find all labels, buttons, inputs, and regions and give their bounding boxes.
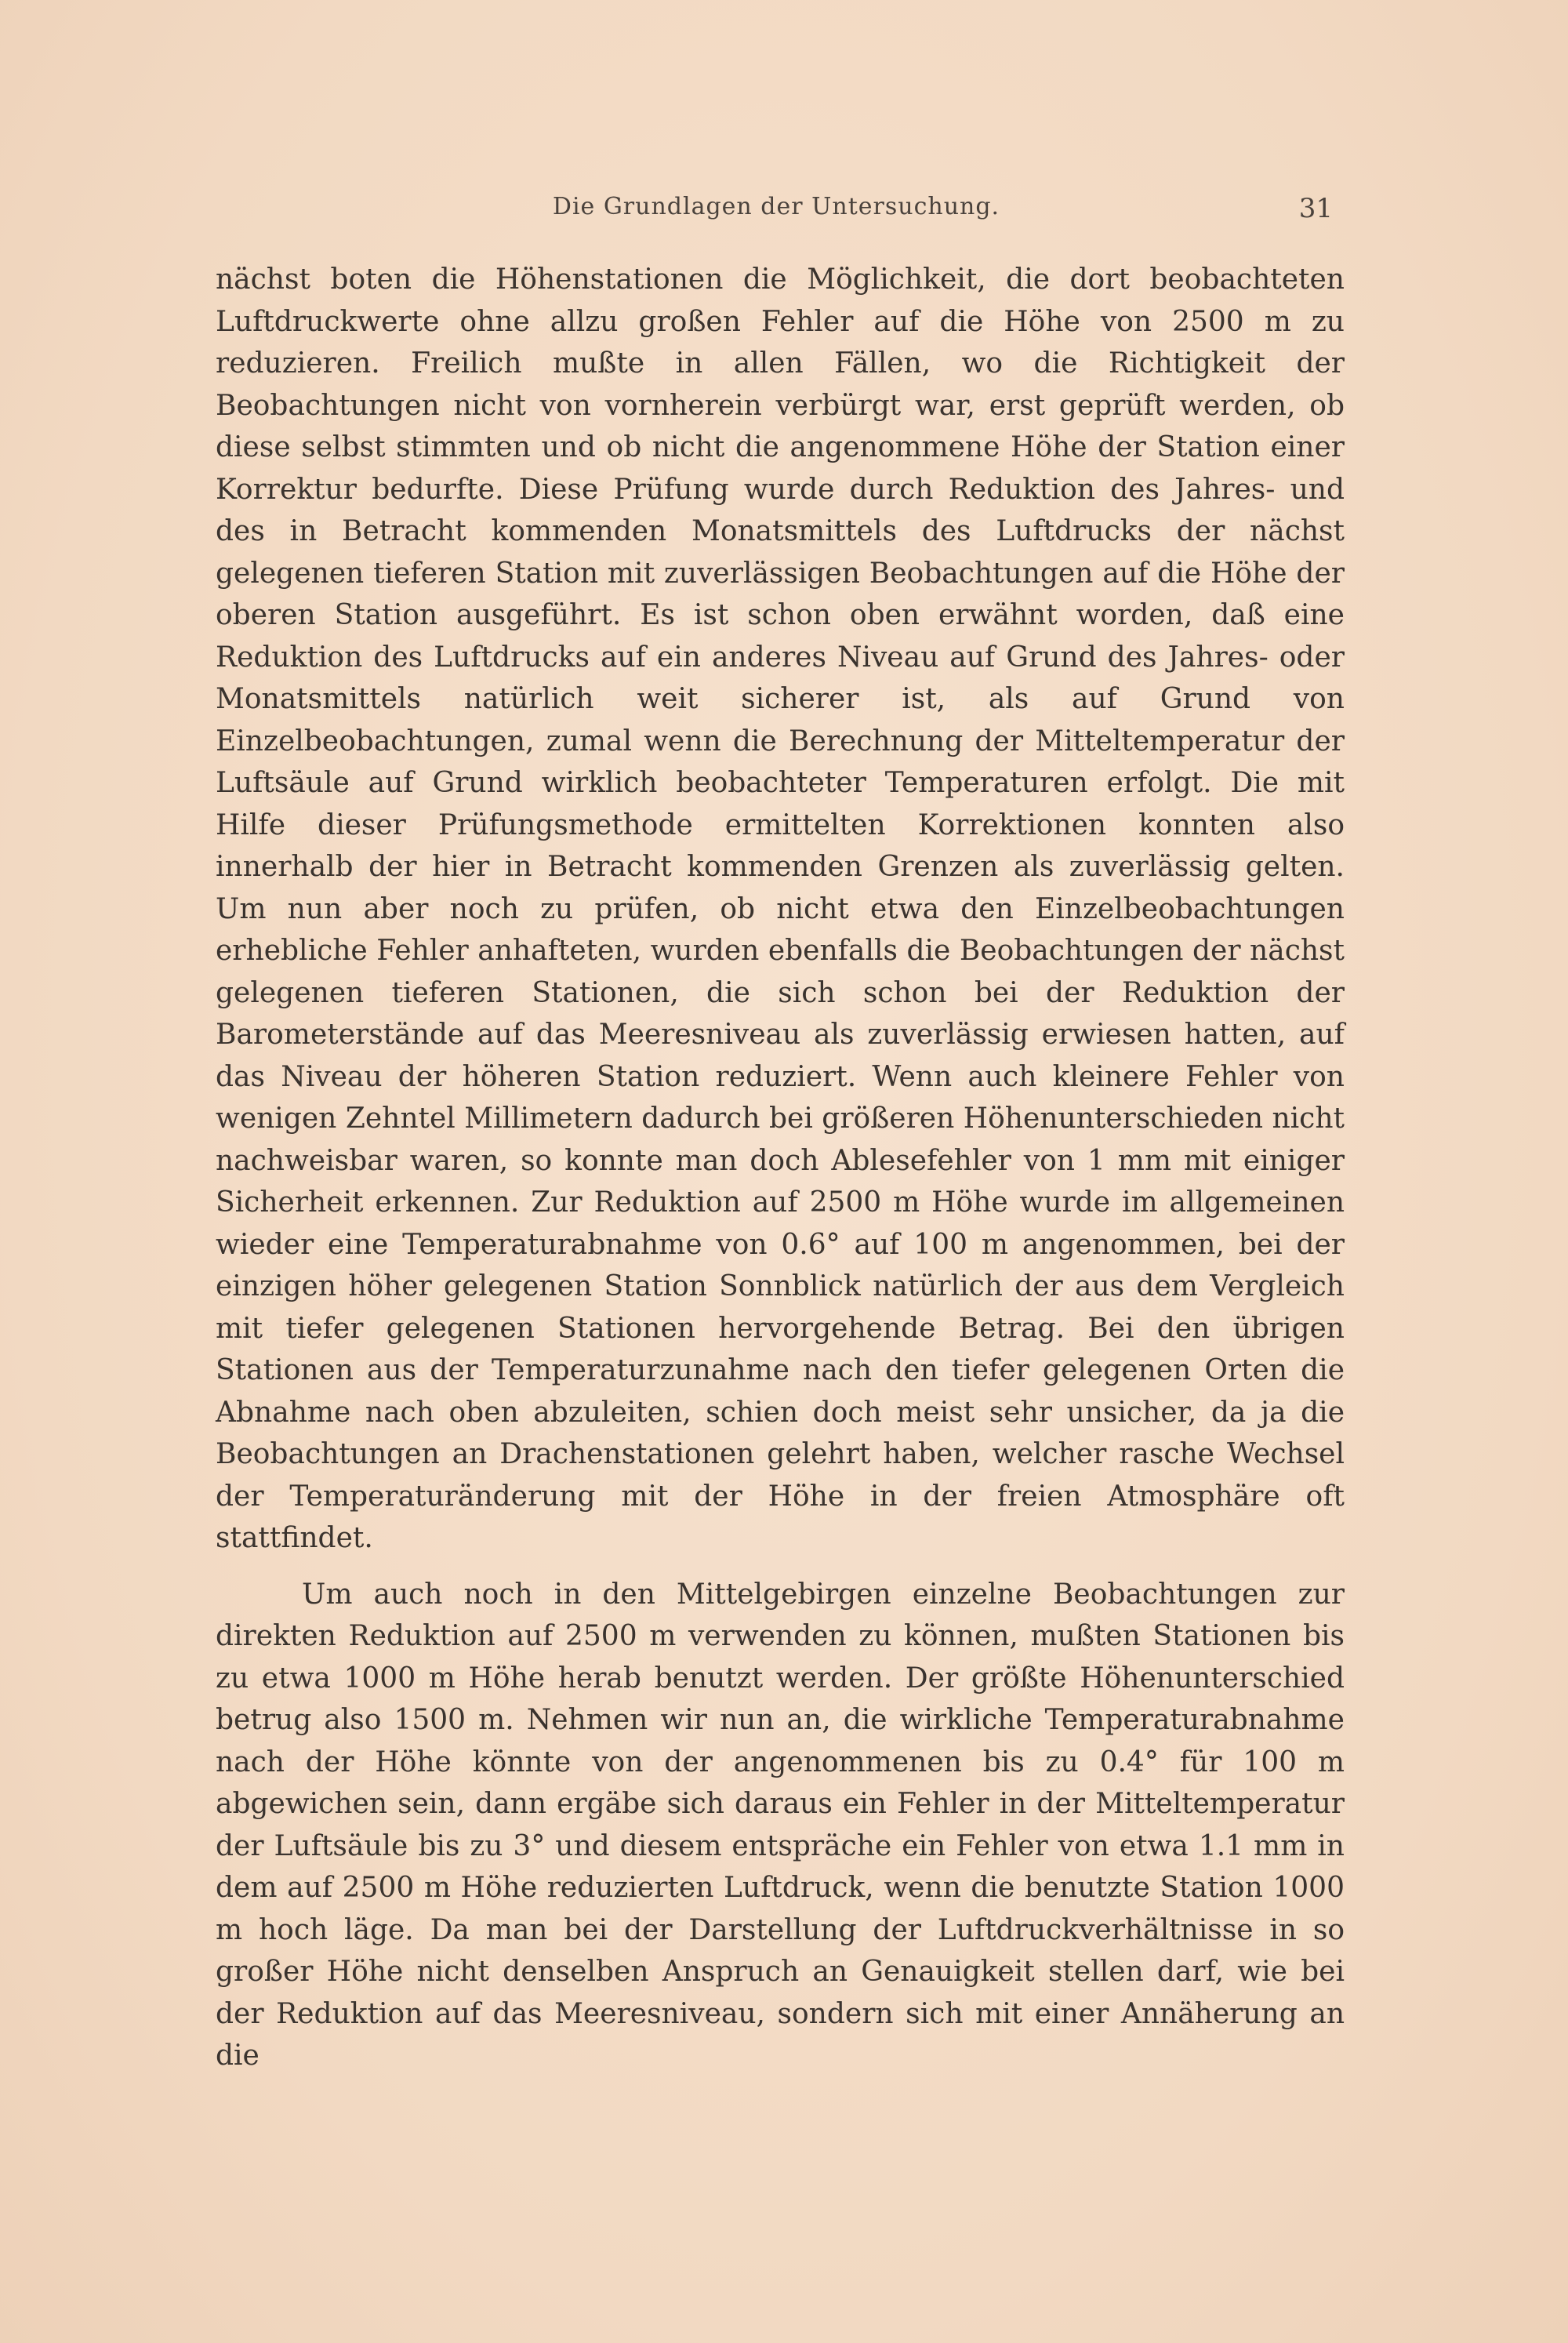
page-number: 31 <box>1298 193 1333 224</box>
body-text <box>216 259 1345 2077</box>
page-header <box>220 193 1333 232</box>
running-title: Die Grundlagen der Untersuchung. <box>552 193 1000 220</box>
paragraph-1: nächst boten die Höhenstationen die Möglichkeit, die dort beobachteten Luftdruckwerte ohne allzu großen Fehler auf die Höhe von 2500 m zu reduzieren. Freilich mußte in allen Fällen, wo die Richtigkeit der Beobachtungen nicht von vornherein verbürgt war, erst geprüft werden, ob diese selbst stimmten und ob nicht die angenommene Höhe der Station einer Korrektur bedurfte. Diese Prüfung wurde durch Reduktion des Jahres- und des in Betracht kommenden Monatsmittels des Luftdrucks der nächst gelegenen tieferen Station mit zuverlässigen Beobachtungen auf die Höhe der oberen Station ausgeführt. Es ist schon oben erwähnt worden, daß eine Reduktion des Luftdrucks auf ein anderes Niveau auf Grund des Jahres- oder Monatsmittels natürlich weit sicherer ist, als auf Grund von Einzelbeobachtungen, zumal wenn die Berechnung der Mitteltemperatur der Luftsäule auf Grund wirklich beobachteter Temperaturen erfolgt. Die mit Hilfe dieser Prüfungsmethode ermittelten Korrektionen konnten also innerhalb der hier in Betracht kommenden Grenzen als zuverlässig gelten. Um nun aber noch zu prüfen, ob nicht etwa den Einzelbeobachtungen erhebliche Fehler anhafteten, wurden ebenfalls die Beobachtungen der nächst gelegenen tieferen Stationen, die sich schon bei der Reduktion der Barometerstände auf das Meeresniveau als zuverlässig erwiesen hatten, auf das Niveau der höheren Station reduziert. Wenn auch kleinere Fehler von wenigen Zehntel Millimetern dadurch bei größeren Höhenunterschieden nicht nachweisbar waren, so konnte man doch Ablesefehler von 1 mm mit einiger Sicherheit erkennen. Zur Reduktion auf 2500 m Höhe wurde im allgemeinen wieder eine Temperaturabnahme von 0.6° auf 100 m angenommen, bei der einzigen höher gelegenen Station Sonnblick natürlich der aus dem Vergleich mit tiefer gelegenen Stationen hervorgehende Betrag. Bei den übrigen Stationen aus der Temperaturzunahme nach den tiefer gelegenen Orten die Abnahme nach oben abzuleiten, schien doch meist sehr unsicher, da ja die Beobachtungen an Drachenstationen gelehrt haben, welcher rasche Wechsel der Temperaturänderung mit der Höhe in der freien Atmosphäre oft stattfindet. <box>216 263 1345 1554</box>
paragraph-2: Um auch noch in den Mittelgebirgen einzelne Beobachtungen zur direkten Reduktion auf 2500 m verwenden zu können, mußten Stationen bis zu etwa 1000 m Höhe herab benutzt werden. Der größte Höhenunterschied betrug also 1500 m. Nehmen wir nun an, die wirkliche Temperaturabnahme nach der Höhe könnte von der angenommenen bis zu 0.4° für 100 m abgewichen sein, dann ergäbe sich daraus ein Fehler in der Mitteltemperatur der Luftsäule bis zu 3° und diesem entspräche ein Fehler von etwa 1.1 mm in dem auf 2500 m Höhe reduzierten Luftdruck, wenn die benutzte Station 1000 m hoch läge. Da man bei der Darstellung der Luftdruckverhältnisse in so großer Höhe nicht denselben Anspruch an Genauigkeit stellen darf, wie bei der Reduktion auf das Meeresniveau, sondern sich mit einer Annäherung an die <box>216 1578 1345 2072</box>
